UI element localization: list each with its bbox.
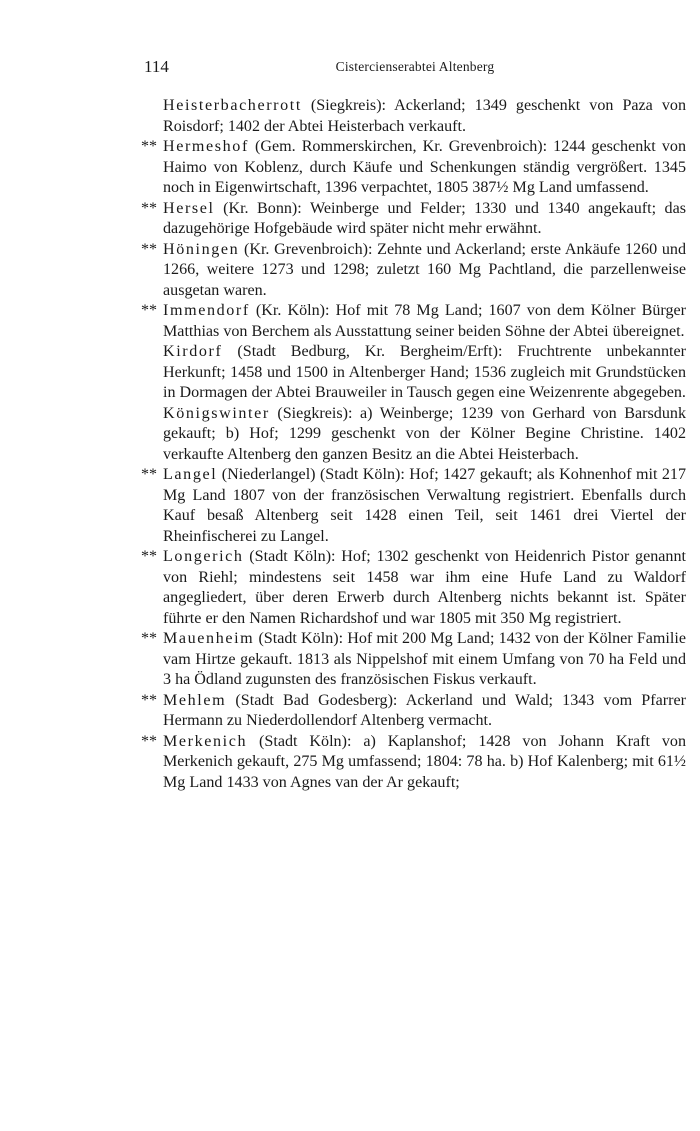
entry-marker: ** [141, 302, 157, 319]
place-name: Langel [163, 466, 218, 483]
entry-text: (Stadt Köln): Hof; 1302 geschenkt von Heidenrich Pistor genannt von Riehl; mindestens seit 1458 war ihm eine Hufe Land zu Waldorf angegliedert, über deren Erwerb durch Altenberg nichts bekannt ist. Später führte er den Namen Richardshof und war 1805 mit 350 Mg registriert. [163, 548, 686, 627]
entry-text: (Gem. Rommerskirchen, Kr. Grevenbroich): 1244 geschenkt von Haimo von Koblenz, durch Käufe und Schenkungen ständig vergrößert. 1345 noch in Eigenwirtschaft, 1396 verpachtet, 1805 387½ Mg Land umfassend. [163, 138, 686, 196]
place-name: Kirdorf [163, 343, 223, 360]
running-title: Cistercienserabtei Altenberg [335, 59, 495, 74]
entry-longerich [141, 547, 686, 629]
entry-marker: ** [141, 240, 157, 258]
entry-marker: ** [141, 691, 157, 709]
entry-hermeshof [141, 137, 686, 199]
page-number: 114 [144, 57, 169, 76]
entry-merkenich [141, 732, 686, 794]
entry-marker: ** [141, 466, 157, 483]
place-name: Mauenheim [163, 630, 255, 647]
place-name: Heisterbacherrott [163, 97, 302, 114]
place-name: Hersel [163, 199, 215, 217]
entry-mehlem [141, 691, 686, 732]
entry-marker: ** [141, 199, 157, 217]
entry-marker: ** [141, 138, 157, 155]
entry-marker: ** [141, 630, 157, 647]
entry-text: (Kr. Bonn): Weinberge und Felder; 1330 und 1340 angekauft; das dazugehörige Hofgebäude wird später nicht mehr erwähnt. [163, 199, 686, 237]
entry-text: (Kr. Köln): Hof mit 78 Mg Land; 1607 von dem Kölner Bürger Matthias von Berchem als Ausstattung seiner beiden Söhne der Abtei übereignet. [163, 302, 686, 340]
entry-text: (Stadt Bad Godesberg): Ackerland und Wald; 1343 vom Pfarrer Hermann zu Niederdollendorf Altenberg vermacht. [163, 691, 686, 729]
entry-text: (Siegkreis): Ackerland; 1349 geschenkt von Paza von Roisdorf; 1402 der Abtei Heisterbach verkauft. [163, 97, 686, 135]
place-name: Immendorf [163, 302, 250, 319]
entry-immendorf [141, 301, 686, 342]
entry-hersel [141, 199, 686, 240]
place-name: Höningen [163, 240, 240, 258]
entry-marker: ** [141, 548, 157, 565]
entry-text: (Stadt Köln): Hof mit 200 Mg Land; 1432 von der Kölner Familie vam Hirtze gekauft. 1813 als Nippelshof mit einem Umfang von 70 ha Feld und 3 ha Ödland zugunsten des französischen Fiskus verkauft. [163, 630, 686, 688]
entries-list [141, 96, 686, 793]
entry-heisterbacherrott [163, 96, 686, 137]
place-name: Merkenich [163, 732, 248, 750]
entry-koenigswinter [163, 404, 686, 466]
entry-text: (Niederlangel) (Stadt Köln): Hof; 1427 gekauft; als Kohnenhof mit 217 Mg Land 1807 von der französischen Verwaltung registriert. Ebenfalls durch Kauf besaß Altenberg seit 1428 einen Teil, seit 1461 drei Viertel der Rheinfischerei zu Langel. [163, 466, 686, 545]
entry-marker: ** [141, 732, 157, 750]
entry-text: (Kr. Grevenbroich): Zehnte und Ackerland; erste Ankäufe 1260 und 1266, weitere 1273 und 1298; zuletzt 160 Mg Pachtland, die parzellenweise ausgetan waren. [163, 240, 686, 299]
place-name: Mehlem [163, 691, 227, 709]
entry-text: (Siegkreis): a) Weinberge; 1239 von Gerhard von Barsdunk gekauft; b) Hof; 1299 geschenkt von der Kölner Begine Christine. 1402 verkaufte Altenberg den ganzen Besitz an die Abtei Heisterbach. [163, 404, 686, 463]
entry-text: (Stadt Bedburg, Kr. Bergheim/Erft): Fruchtrente unbekannter Herkunft; 1458 und 1500 in Altenberger Hand; 1536 zugleich mit Grundstücken in Dormagen der Abtei Brauweiler in Tausch gegen eine Weizenrente abgegeben. [163, 343, 686, 401]
entry-langel [141, 465, 686, 547]
place-name: Hermeshof [163, 138, 249, 155]
place-name: Longerich [163, 548, 244, 565]
place-name: Königswinter [163, 404, 270, 422]
entry-text: (Stadt Köln): a) Kaplanshof; 1428 von Johann Kraft von Merkenich gekauft, 275 Mg umfassend; 1804: 78 ha. b) Hof Kalenberg; mit 61½ Mg Land 1433 von Agnes van der Ar gekauft; [163, 732, 686, 791]
entry-mauenheim [141, 629, 686, 691]
entry-kirdorf [163, 342, 686, 404]
page-header [144, 57, 686, 81]
entry-hoeningen [141, 240, 686, 302]
